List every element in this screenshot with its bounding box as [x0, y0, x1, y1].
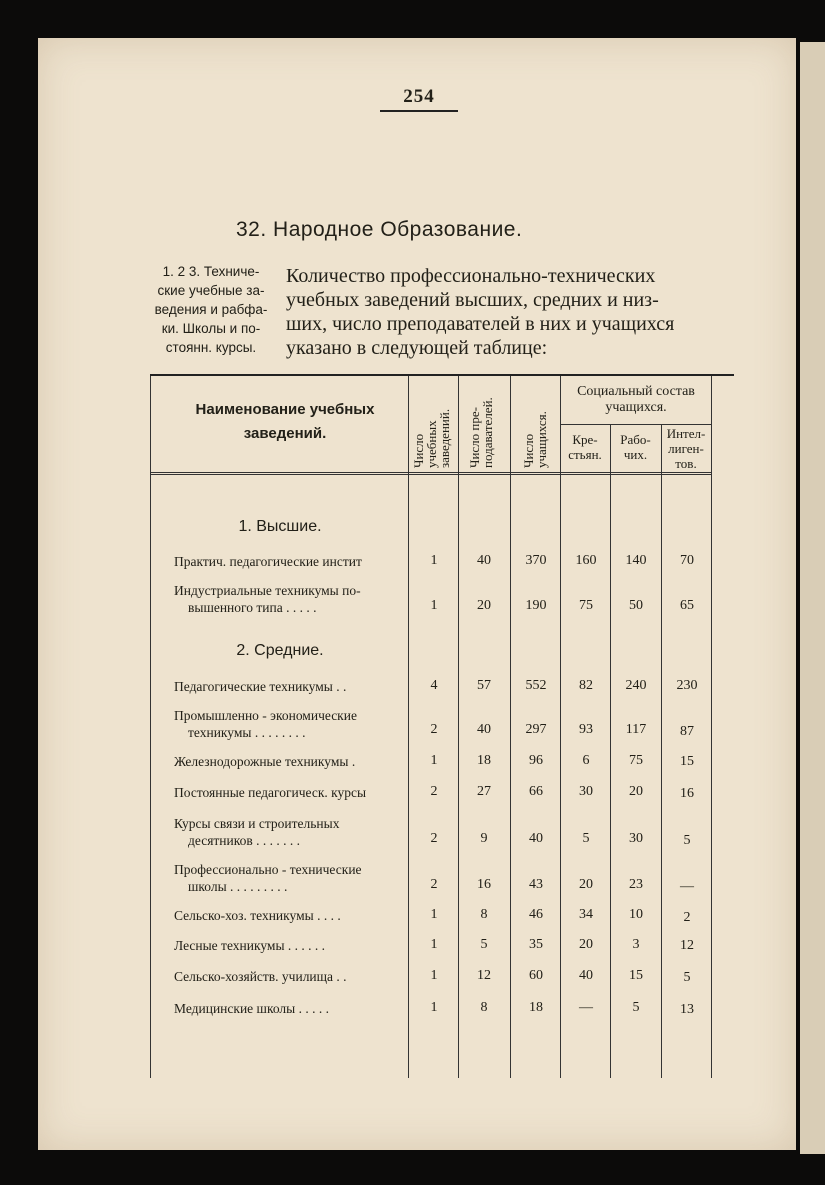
row-label	[174, 553, 402, 570]
row-label	[174, 678, 402, 695]
table-border-left	[150, 376, 151, 1078]
cell-peasants: 160	[575, 553, 597, 568]
cell-students: 40	[529, 831, 543, 846]
row-label-line: Педагогические техникумы . .	[174, 679, 347, 694]
intro-line: учебных заведений высших, средних и низ-	[286, 289, 659, 311]
cell-peasants: 30	[579, 784, 593, 799]
cell-students: 370	[525, 553, 547, 568]
cell-workers: 117	[625, 722, 647, 737]
row-label-line: Сельско-хозяйств. училища . .	[174, 969, 347, 984]
header-social-composition	[560, 384, 712, 416]
cell-peasants: 93	[579, 722, 593, 737]
row-label-line: Индустриальные техникумы по-	[174, 583, 361, 598]
header-teachers	[468, 397, 494, 468]
cell-workers: 20	[629, 784, 643, 799]
statistics-table	[150, 376, 712, 1078]
header-name-line: заведений.	[243, 425, 327, 442]
cell-workers: 3	[632, 937, 640, 952]
header-institutions-line: Число	[411, 433, 426, 468]
cell-teachers: 8	[480, 907, 488, 922]
row-label-line: Постоянные педагогическ. курсы	[174, 785, 367, 800]
cell-intelligentsia: 230	[676, 678, 698, 693]
header-name-line: Наименование учебных	[195, 401, 375, 418]
cell-teachers: 5	[480, 937, 488, 952]
cell-intelligentsia: 70	[680, 553, 694, 568]
cell-institutions: 1	[430, 553, 438, 568]
intro-line: Количество профессионально-технических	[286, 265, 656, 287]
cell-peasants: 20	[579, 937, 593, 952]
header-workers-line: чих.	[623, 447, 648, 462]
row-label-line: Профессионально - технические	[174, 862, 362, 877]
header-institutions-line: учебных	[424, 420, 439, 468]
row-label-line: Сельско-хоз. техникумы . . . .	[174, 908, 341, 923]
row-label	[174, 1000, 402, 1017]
intro-line: ших, число преподавателей в них и учащихся	[286, 313, 675, 335]
cell-students: 46	[529, 907, 543, 922]
row-label-line: школы . . . . . . . . .	[188, 879, 288, 894]
header-institutions-line: заведений.	[437, 408, 452, 468]
section-title: 32. Народное Образование.	[236, 218, 523, 241]
header-social-line: Социальный состав	[577, 384, 695, 399]
header-students-line: Число	[521, 433, 536, 468]
cell-institutions: 4	[430, 678, 438, 693]
cell-workers: 23	[629, 877, 643, 892]
cell-intelligentsia: 5	[683, 970, 691, 985]
row-label-line: техникумы . . . . . . . .	[188, 725, 306, 740]
row-label	[174, 753, 402, 770]
header-name	[160, 398, 410, 446]
cell-intelligentsia: 15	[680, 754, 694, 769]
row-label-line: десятников . . . . . . .	[188, 833, 300, 848]
cell-peasants: 5	[582, 831, 590, 846]
cell-intelligentsia: 2	[683, 910, 691, 925]
row-label	[174, 582, 402, 616]
cell-workers: 10	[629, 907, 643, 922]
cell-workers: 15	[629, 968, 643, 983]
cell-students: 35	[529, 937, 543, 952]
cell-intelligentsia: 13	[680, 1002, 694, 1017]
row-label-line: Медицинские школы . . . . .	[174, 1001, 329, 1016]
header-students	[522, 411, 548, 468]
row-label	[174, 937, 402, 954]
cell-teachers: 12	[477, 968, 491, 983]
header-intelligentsia	[661, 426, 711, 471]
header-institutions	[412, 409, 451, 468]
cell-intelligentsia: 65	[680, 598, 694, 613]
row-label-line: Промышленно - экономические	[174, 708, 357, 723]
side-note-line: ведения и рабфа-	[154, 302, 268, 317]
cell-students: 552	[525, 678, 547, 693]
cell-institutions: 1	[430, 968, 438, 983]
cell-intelligentsia: 5	[683, 833, 691, 848]
cell-peasants: 82	[579, 678, 593, 693]
page-number: 254	[380, 86, 458, 112]
cell-students: 18	[529, 1000, 543, 1015]
header-intelligentsia-line: Интел-	[666, 426, 706, 441]
cell-teachers: 20	[477, 598, 491, 613]
header-social-line: учащихся.	[605, 400, 667, 415]
row-label-line: Лесные техникумы . . . . . .	[174, 938, 326, 953]
side-note-line: ские учебные за-	[157, 283, 265, 298]
cell-institutions: 1	[430, 753, 438, 768]
header-intelligentsia-line: лиген-	[668, 441, 704, 456]
cell-workers: 50	[629, 598, 643, 613]
cell-teachers: 8	[480, 1000, 488, 1015]
cell-students: 43	[529, 877, 543, 892]
intro-paragraph	[286, 264, 738, 360]
side-note	[146, 262, 276, 357]
cell-teachers: 27	[477, 784, 491, 799]
cell-peasants: 20	[579, 877, 593, 892]
side-note-line: стоянн. курсы.	[165, 340, 257, 355]
cell-institutions: 1	[430, 1000, 438, 1015]
cell-teachers: 9	[480, 831, 488, 846]
cell-institutions: 1	[430, 937, 438, 952]
cell-intelligentsia: —	[680, 879, 694, 894]
header-bottom-rule	[150, 472, 712, 475]
cell-students: 60	[529, 968, 543, 983]
side-note-line: ки. Школы и по-	[161, 321, 261, 336]
cell-students: 66	[529, 784, 543, 799]
cell-intelligentsia: 87	[680, 724, 694, 739]
cell-teachers: 18	[477, 753, 491, 768]
cell-peasants: 34	[579, 907, 593, 922]
social-header-divider	[560, 424, 712, 425]
cell-workers: 140	[625, 553, 647, 568]
cell-workers: 5	[632, 1000, 640, 1015]
group-title: 2. Средние.	[236, 642, 324, 659]
cell-intelligentsia: 12	[680, 938, 694, 953]
intro-line: указано в следующей таблице:	[286, 337, 548, 359]
cell-workers: 75	[629, 753, 643, 768]
row-label-line: Практич. педагогические инстит	[174, 554, 362, 569]
header-teachers-line: Число пре-	[467, 407, 482, 468]
cell-teachers: 40	[477, 553, 491, 568]
header-students-line: учащихся.	[534, 411, 549, 468]
side-note-line: 1. 2 3. Техниче-	[162, 264, 260, 279]
cell-teachers: 57	[477, 678, 491, 693]
cell-institutions: 1	[430, 907, 438, 922]
header-workers	[610, 432, 661, 462]
row-label	[174, 907, 402, 924]
cell-teachers: 40	[477, 722, 491, 737]
cell-workers: 240	[625, 678, 647, 693]
cell-students: 297	[525, 722, 547, 737]
row-label-line: Железнодорожные техникумы .	[174, 754, 356, 769]
cell-institutions: 1	[430, 598, 438, 613]
header-peasants	[560, 432, 610, 462]
cell-peasants: —	[579, 1000, 593, 1015]
group-title: 1. Высшие.	[238, 518, 322, 535]
header-workers-line: Рабо-	[620, 432, 651, 447]
cell-institutions: 2	[430, 722, 438, 737]
row-label	[174, 815, 402, 849]
cell-intelligentsia: 16	[680, 786, 694, 801]
cell-institutions: 2	[430, 784, 438, 799]
cell-institutions: 2	[430, 877, 438, 892]
header-intelligentsia-line: тов.	[675, 456, 697, 471]
cell-peasants: 6	[582, 753, 590, 768]
cell-students: 96	[529, 753, 543, 768]
cell-peasants: 75	[579, 598, 593, 613]
row-label-line: Курсы связи и строительных	[174, 816, 340, 831]
cell-students: 190	[525, 598, 547, 613]
header-peasants-line: стьян.	[568, 447, 602, 462]
adjacent-page-edge	[800, 42, 825, 1154]
row-label-line: вышенного типа . . . . .	[188, 600, 317, 615]
cell-peasants: 40	[579, 968, 593, 983]
cell-workers: 30	[629, 831, 643, 846]
row-label	[174, 784, 402, 801]
row-label	[174, 861, 402, 895]
cell-institutions: 2	[430, 831, 438, 846]
row-label	[174, 707, 402, 741]
row-label	[174, 968, 402, 985]
header-teachers-line: подавателей.	[480, 397, 495, 468]
header-peasants-line: Кре-	[572, 432, 598, 447]
cell-teachers: 16	[477, 877, 491, 892]
